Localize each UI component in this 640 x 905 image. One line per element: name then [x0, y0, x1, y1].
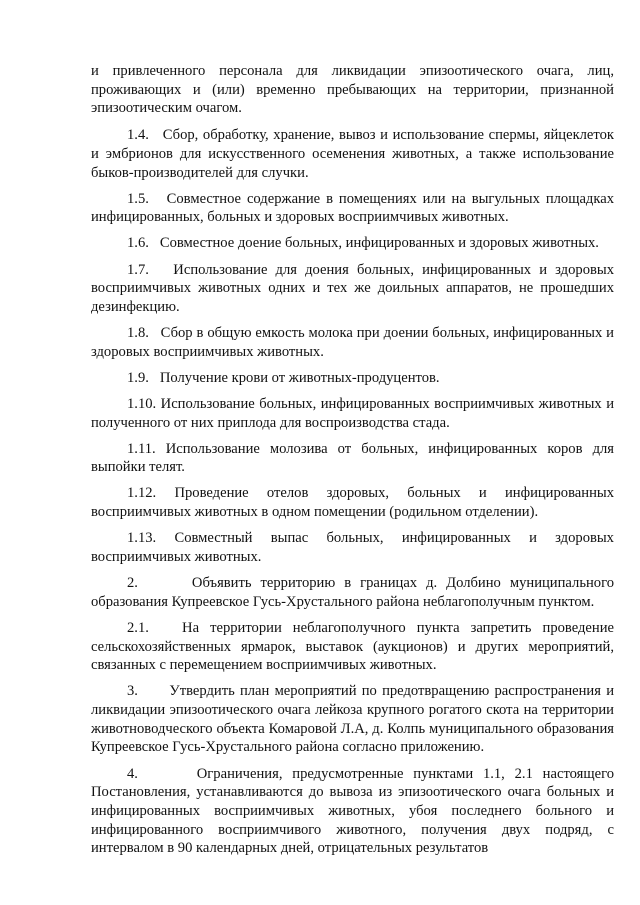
paragraph-text: Использование больных, инфицированных восприимчивых животных и полученного от них приплода для воспроизводства стада. — [91, 395, 614, 431]
paragraph-number: 1.13. — [127, 530, 157, 547]
paragraph-text: Получение крови от животных-продуцентов. — [159, 369, 440, 386]
paragraph-1-12 — [91, 484, 614, 521]
paragraph-text: Использование молозива от больных, инфицированных коров для выпойки телят. — [91, 440, 614, 476]
paragraph-4 — [91, 765, 614, 859]
paragraph-2-1 — [91, 619, 614, 675]
paragraph-text: Проведение отелов здоровых, больных и инфицированных восприимчивых животных в одном помещении (родильном отделении). — [91, 485, 614, 521]
paragraph-1-4 — [91, 126, 614, 182]
paragraph-1-7 — [91, 261, 614, 317]
paragraph-1-6 — [91, 234, 614, 253]
paragraph-number: 1.8. — [127, 325, 149, 341]
document-body — [91, 62, 614, 865]
paragraph-1-5 — [91, 190, 614, 227]
paragraph-number: 1.12. — [127, 485, 157, 502]
paragraph-2 — [91, 574, 614, 611]
paragraph-1-10 — [91, 395, 614, 432]
paragraph-number: 1.7. — [127, 261, 149, 278]
paragraph-text: Объявить территорию в границах д. Долбино муниципального образования Купреевское Гусь-Хрустального района неблагополучным пунктом. — [91, 575, 614, 610]
paragraph-number: 4. — [127, 765, 138, 782]
paragraph-1-8 — [91, 324, 614, 361]
paragraph-number: 2.1. — [127, 619, 149, 636]
paragraph-text: Сбор в общую емкость молока при доении больных, инфицированных и здоровых восприимчивых животных. — [91, 325, 614, 360]
paragraph-text: Утвердить план мероприятий по предотвращению распространения и ликвидации эпизоотического очага лейкоза крупного рогатого скота на территории животноводческого объекта Комаровой Л.А, д. Колпь муниципального образования Купреевское Гусь-Хрустального района согласно приложению. — [91, 683, 615, 756]
paragraph-number: 1.5. — [127, 190, 149, 207]
paragraph-text: Использование для доения больных, инфицированных и здоровых восприимчивых животных одних и тех же доильных аппаратов, не прошедших дезинфекцию. — [91, 261, 614, 315]
paragraph-3 — [91, 682, 614, 757]
paragraph-number: 2. — [127, 575, 138, 592]
paragraph-continuation — [91, 62, 614, 118]
paragraph-1-11 — [91, 440, 614, 477]
paragraph-text: Ограничения, предусмотренные пунктами 1.1, 2.1 настоящего Постановления, устанавливаются до вывоза из эпизоотического очага больных и инфицированных восприимчивых животных, убоя последнего больного и инфицированного восприимчивого животного, получения двух подряд, с интервалом в 90 календарных дней, отрицательных результатов — [91, 765, 614, 857]
paragraph-1-13 — [91, 529, 614, 566]
paragraph-number: 1.11. — [127, 440, 156, 457]
paragraph-text: На территории неблагополучного пункта запретить проведение сельскохозяйственных ярмарок, выставок (аукционов) и других мероприятий, связанных с перемещением восприимчивых животных. — [91, 619, 615, 674]
paragraph-1-9 — [91, 369, 614, 388]
paragraph-number: 1.6. — [127, 235, 149, 252]
paragraph-text: Совместное содержание в помещениях или на выгульных площадках инфицированных, больных и здоровых восприимчивых животных. — [91, 190, 614, 226]
paragraph-text: Совместное доение больных, инфицированных и здоровых животных. — [159, 235, 599, 252]
paragraph-number: 3. — [127, 683, 138, 700]
paragraph-text: Совместный выпас больных, инфицированных и здоровых восприимчивых животных. — [91, 530, 614, 565]
paragraph-text: Сбор, обработку, хранение, вывоз и использование спермы, яйцеклеток и эмбрионов для искусственного осеменения животных, а также использование быков-производителей для случки. — [91, 127, 614, 181]
paragraph-number: 1.9. — [127, 369, 149, 386]
paragraph-number: 1.10. — [127, 395, 157, 412]
paragraph-number: 1.4. — [127, 127, 149, 144]
paragraph-text: и привлеченного персонала для ликвидации эпизоотического очага, лиц, проживающих и (или) временно пребывающих на территории, признанной эпизоотическим очагом. — [91, 63, 614, 117]
